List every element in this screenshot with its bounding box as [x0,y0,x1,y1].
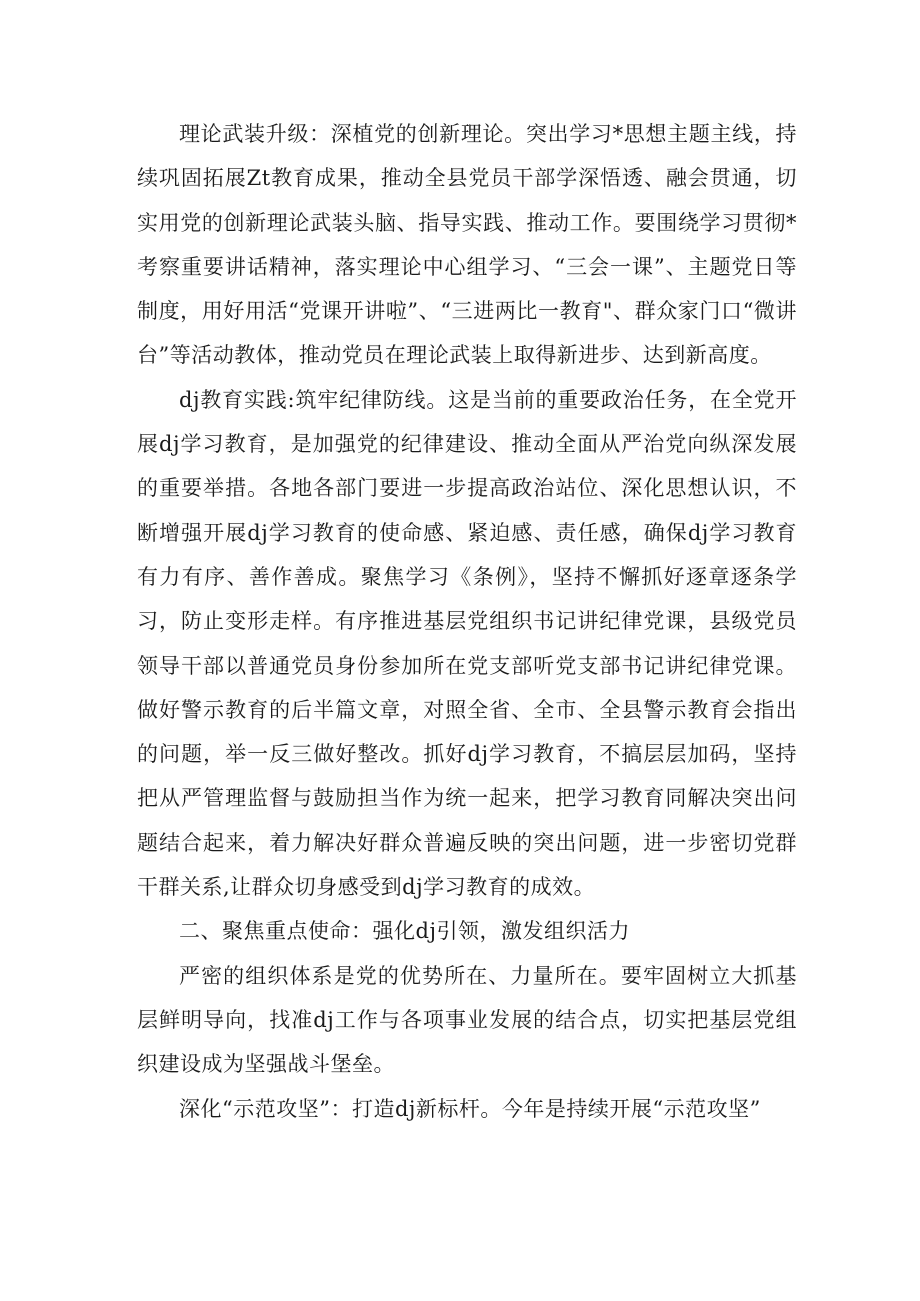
paragraph-education-practice: dj教育实践:筑牢纪律防线。这是当前的重要政治任务，在全党开展dj学习教育，是加强党的纪律建设、推动全面从严治党向纵深发展的重要举措。各地各部门要进一步提高政治站位、深化思想认识，不断增强开展dj学习教育的使命感、紧迫感、责任感，确保dj学习教育有力有序、善作善成。聚焦学习《条例》，坚持不懈抓好逐章逐条学习，防止变形走样。有序推进基层党组织书记讲纪律党课，县级党员领导干部以普通党员身份参加所在党支部听党支部书记讲纪律党课。做好警示教育的后半篇文章，对照全省、全市、全县警示教育会指出的问题，举一反三做好整改。抓好dj学习教育，不搞层层加码，坚持把从严管理监督与鼓励担当作为统一起来，把学习教育同解决突出问题结合起来，着力解决好群众普遍反映的突出问题，进一步密切党群干群关系,让群众切身感受到dj学习教育的成效。 [137,387,797,900]
paragraph-organization-system: 严密的组织体系是党的优势所在、力量所在。要牢固树立大抓基层鲜明导向，找准dj工作与各项事业发展的结合点，切实把基层党组织建设成为坚强战斗堡垒。 [137,963,797,1077]
document-body [137,112,797,1131]
paragraph-theory-armament: 理论武装升级：深植党的创新理论。突出学习*思想主题主线，持续巩固拓展Zt教育成果，推动全县党员干部学深悟透、融会贯通，切实用党的创新理论武装头脑、指导实践、推动工作。要围绕学习贯彻*考察重要讲话精神，落实理论中心组学习、“三会一课”、主题党日等制度，用好用活“党课开讲啦”、“三进两比一教育"、群众家门口“微讲台”等活动教体，推动党员在理论武装上取得新进步、达到新高度。 [137,122,797,368]
section-heading-2: 二、聚焦重点使命：强化dj引领，激发组织活力 [179,919,630,944]
paragraph-demonstration: 深化“示范攻坚”：打造dj新标杆。今年是持续开展“示范攻坚” [179,1096,761,1121]
